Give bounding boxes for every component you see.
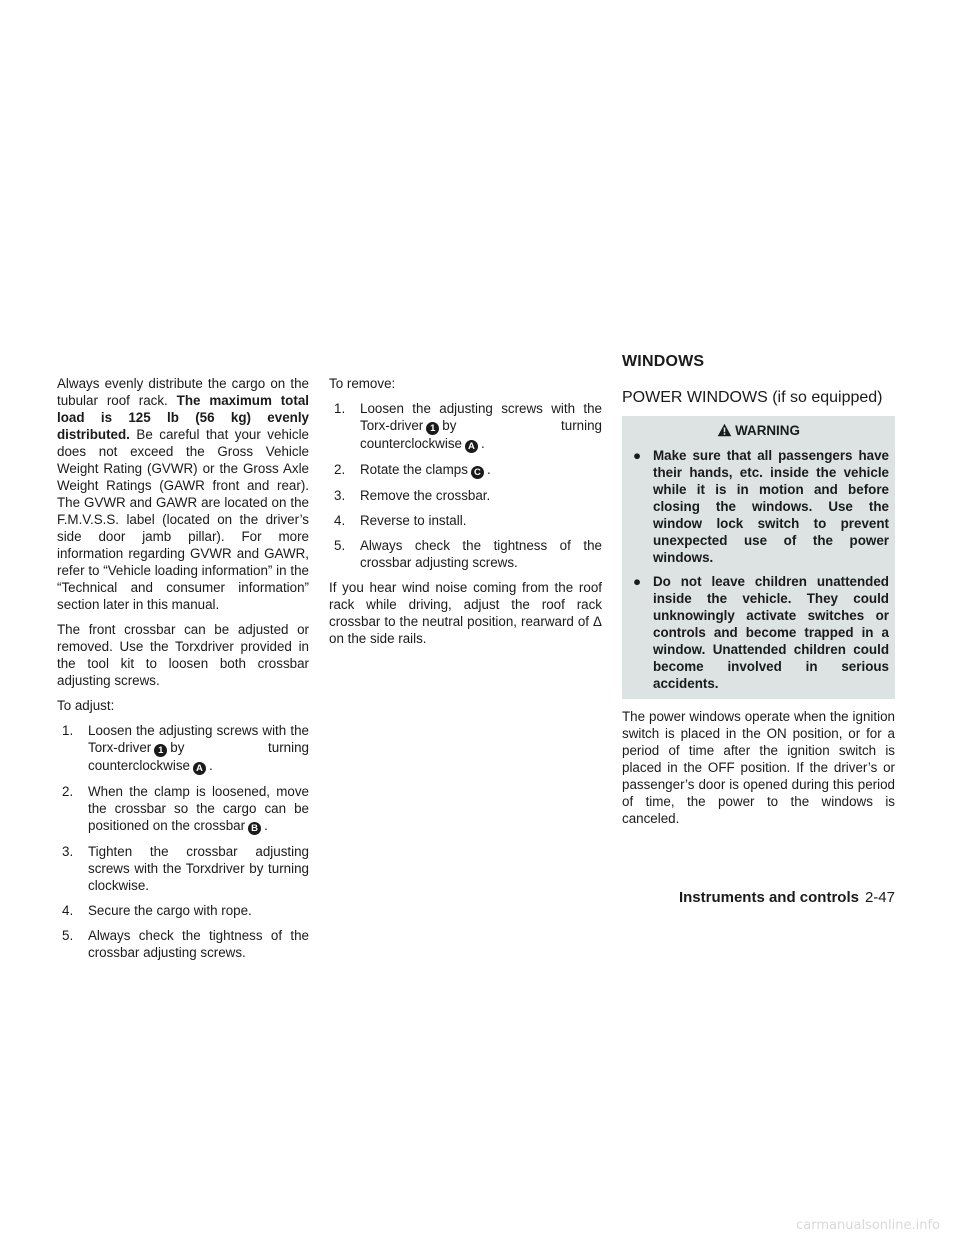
cargo-paragraph: Always evenly distribute the cargo on the tubular roof rack. The maximum total load is 125 lb (56 kg) evenly distributed. Be careful that your vehicle does not exceed the Gross Vehicle Weight Rating (GVWR) or the Gross Axle Weight Ratings (GAWR front and rear). The GVWR and GAWR are located on the F.M.V.S.S. label (located on the driver’s side door jamb pillar). For more information regarding GVWR and GAWR, refer to “Vehicle loading information” in the “Technical and consumer information” section later in this manual. <box>57 376 309 612</box>
warning-heading: WARNING <box>628 422 889 441</box>
page-footer <box>679 889 895 906</box>
section-title: WINDOWS <box>622 353 705 370</box>
list-item: 5. Always check the tightness of the crossbar adjusting screws. <box>334 538 602 570</box>
watermark: carmanualsonline.info <box>796 1218 940 1233</box>
list-item: 4. Secure the cargo with rope. <box>62 903 252 918</box>
front-crossbar-paragraph: The front crossbar can be adjusted or removed. Use the Torxdriver provided in the tool kit to loosen both crossbar adjusting screws. <box>57 622 309 688</box>
page-number: 2-47 <box>864 889 895 906</box>
column-right <box>622 353 895 835</box>
subsection-title: POWER WINDOWS (if so equipped) <box>622 389 883 406</box>
column-middle <box>329 375 602 655</box>
remove-label: To remove: <box>329 376 396 391</box>
list-item: 1. Loosen the adjusting screws with the Torx-driver 1 by turning counterclockwise A . <box>334 401 602 452</box>
adjust-label: To adjust: <box>57 698 115 713</box>
list-item: 3. Remove the crossbar. <box>334 488 491 503</box>
list-item: 3. Tighten the crossbar adjusting screws with the Torxdriver by turning clockwise. <box>62 844 309 893</box>
remove-steps <box>329 400 602 571</box>
list-item: ● Make sure that all passengers have their hands, etc. inside the vehicle while it is in motion and before closing the windows. Use the window lock switch to prevent unexpected use of the power windows. <box>633 448 889 565</box>
list-item: 2. When the clamp is loosened, move the crossbar so the cargo can be positioned on the crossbar B . <box>62 784 309 834</box>
max-load-bold: The maximum total load is 125 lb (56 kg) evenly distributed. <box>57 393 309 442</box>
list-item: 2. Rotate the clamps C . <box>334 462 491 478</box>
callout-b-icon: B <box>248 822 261 835</box>
callout-c-icon: C <box>471 466 484 479</box>
list-item: ● Do not leave children unattended inside the vehicle. They could unknowingly activate switches or controls and become trapped in a window. Unattended children could become involved in serious accidents. <box>633 574 889 691</box>
power-windows-paragraph: The power windows operate when the ignition switch is placed in the ON position, or for a period of time after the ignition switch is placed in the OFF position. If the driver’s or passenger’s door is opened during this period of time, the power to the windows is canceled. <box>622 709 895 826</box>
bullet-icon: ● <box>633 574 642 589</box>
callout-1-icon: 1 <box>426 422 439 435</box>
warning-list <box>628 447 889 692</box>
warning-box <box>622 416 895 699</box>
wind-noise-paragraph: If you hear wind noise coming from the roof rack while driving, adjust the roof rack crossbar to the neutral position, rearward of Δ on the side rails. <box>329 580 602 646</box>
callout-a-icon: A <box>465 440 478 453</box>
column-left <box>57 375 309 969</box>
list-item: 1. Loosen the adjusting screws with the Torx-driver 1 by turning counterclockwise A . <box>62 723 309 774</box>
list-item: 5. Always check the tightness of the crossbar adjusting screws. <box>62 928 309 960</box>
bullet-icon: ● <box>633 448 642 463</box>
adjust-steps <box>57 722 309 961</box>
warning-triangle-icon <box>717 423 732 441</box>
callout-a-icon: A <box>193 762 206 775</box>
callout-1-icon: 1 <box>154 744 167 757</box>
chapter-title: Instruments and controls <box>678 889 859 906</box>
list-item: 4. Reverse to install. <box>334 513 467 528</box>
